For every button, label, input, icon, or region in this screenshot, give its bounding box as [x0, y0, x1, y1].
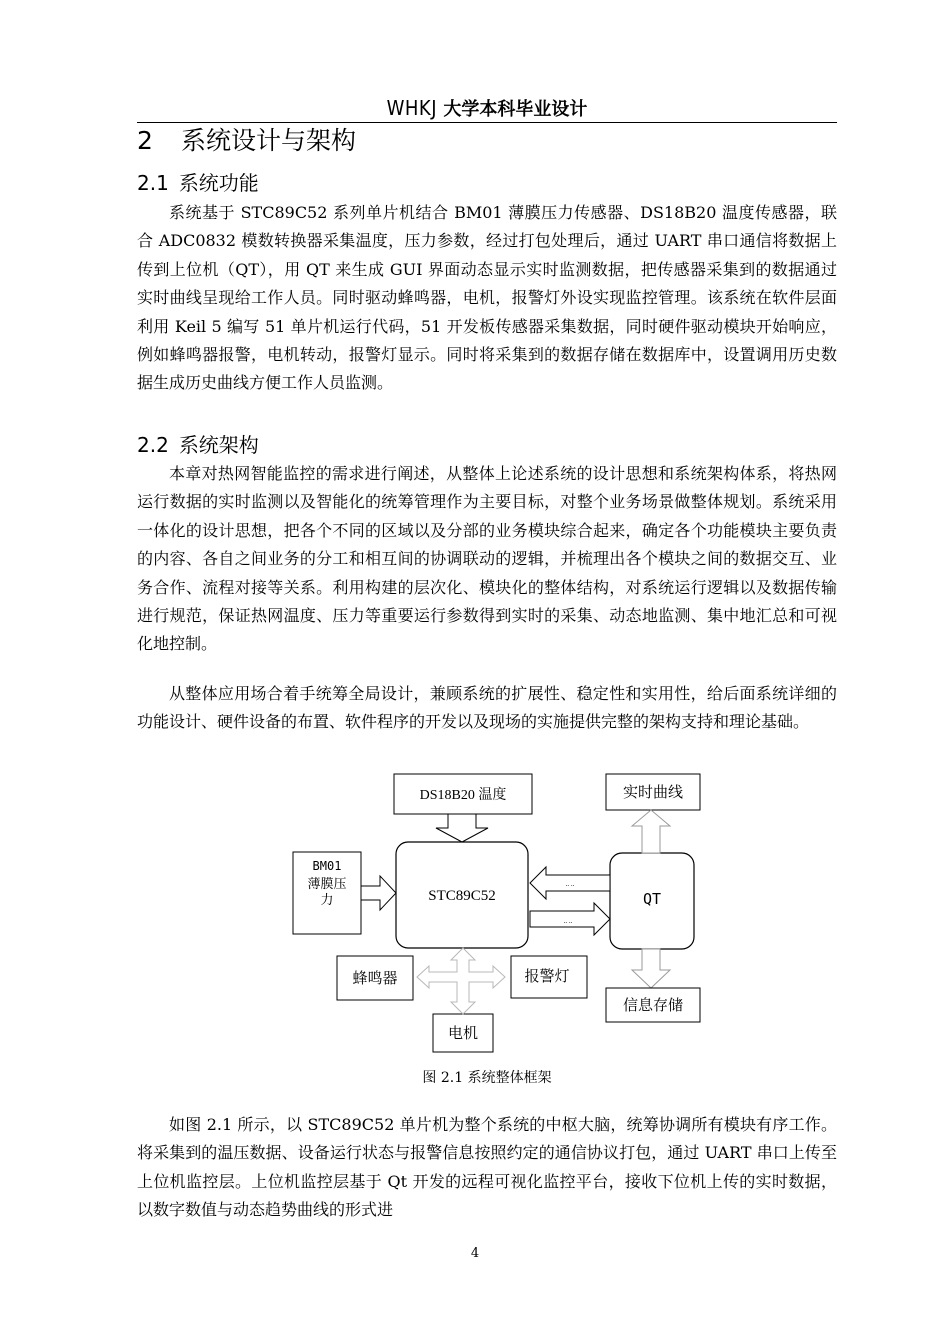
arrow-dots-bottom: .. .. [563, 917, 573, 925]
arrow-dots-top: .. .. [565, 880, 575, 888]
bm01-label-line1: BM01 [312, 859, 342, 873]
chapter-heading [137, 124, 356, 158]
page-number: 4 [470, 1246, 480, 1261]
alarm-light-label: 报警灯 [524, 969, 570, 985]
header-title: 大学本科毕业设计 [443, 99, 588, 120]
section-2-2-paragraph-1: 本章对热网智能监控的需求进行阐述，从整体上论述系统的设计思想和系统架构体系，将热网运行数据的实时监测以及智能化的统筹管理作为主要目标，对整个业务场景做整体规划。系统采用一体化的设计思想，把各个不同的区域以及分部的业务模块综合起来，确定各个功能模块主要负责的内容、各自之间业务的分工和相互间的协调联动的逻辑，并梳理出各个模块之间的数据交互、业务合作、流程对接等关系。利用构建的层次化、模块化的整体结构，对系统运行逻辑以及数据传输进行规范，保证热网温度、压力等重要运行参数得到实时的采集、动态地监测、集中地汇总和可视化地控制。 [137, 464, 837, 654]
section-number: 2.1 [137, 171, 169, 195]
section-heading-2-1 [137, 169, 259, 197]
mcu-label: STC89C52 [428, 888, 496, 904]
buzzer-label: 蜂鸣器 [352, 971, 398, 987]
ds18b20-label: DS18B20 温度 [419, 788, 507, 803]
paragraph-after-figure: 如图 2.1 所示，以 STC89C52 单片机为整个系统的中枢大脑，统筹协调所有模块有序工作。将采集到的温压数据、设备运行状态与报警信息按照约定的通信协议打包，通过 UART 串口上传至上位机监控层。上位机监控层基于 Qt 开发的远程可视化监控平台，接收下位机上传的实时数据，以数字数值与动态趋势曲线的形式进 [137, 1115, 837, 1220]
section-2-1-paragraph: 系统基于 STC89C52 系列单片机结合 BM01 薄膜压力传感器、DS18B20 温度传感器，联合 ADC0832 模数转换器采集温度，压力参数，经过打包处理后，通过 UART 串口通信将数据上传到上位机（QT），用 QT 来生成 GUI 界面动态显示实时监测数据，把传感器采集到的数据通过实时曲线呈现给工作人员。同时驱动蜂鸣器，电机，报警灯外设实现监控管理。该系统在软件层面利用 Keil 5 编写 51 单片机运行代码，51 开发板传感器采集数据，同时硬件驱动模块开始响应，例如蜂鸣器报警，电机转动，报警灯显示。同时将采集到的数据存储在数据库中，设置调用历史数据生成历史曲线方便工作人员监测。 [137, 203, 837, 393]
section-number: 2.2 [137, 433, 169, 457]
info-storage-label: 信息存储 [622, 998, 684, 1014]
bm01-to-mcu-arrow [361, 876, 396, 910]
section-title: 系统架构 [178, 433, 259, 457]
figure-caption: 图 2.1 系统整体框架 [422, 1070, 552, 1086]
io-four-way-arrow [417, 948, 505, 1014]
bm01-label-line2: 薄膜压 [307, 876, 347, 891]
header-latin: WHKJ [386, 96, 438, 120]
motor-label: 电机 [447, 1026, 479, 1042]
section-title: 系统功能 [178, 171, 259, 195]
section-2-2-paragraph-2: 从整体应用场合着手统筹全局设计，兼顾系统的扩展性、稳定性和实用性，给后面系统详细的功能设计、硬件设备的布置、软件程序的开发以及现场的实施提供完整的架构支持和理论基础。 [137, 684, 837, 732]
ds18b20-to-mcu-arrow [436, 814, 488, 842]
chapter-title: 系统设计与架构 [181, 126, 357, 155]
qt-label: QT [642, 890, 662, 908]
page-header [137, 94, 837, 123]
qt-to-storage-arrow [632, 949, 670, 988]
realtime-curve-label: 实时曲线 [622, 785, 684, 801]
bm01-label-line3: 力 [320, 892, 334, 907]
qt-to-curve-arrow [632, 810, 670, 853]
chapter-number: 2 [137, 126, 153, 155]
system-architecture-diagram [280, 766, 720, 1060]
section-heading-2-2 [137, 431, 259, 459]
